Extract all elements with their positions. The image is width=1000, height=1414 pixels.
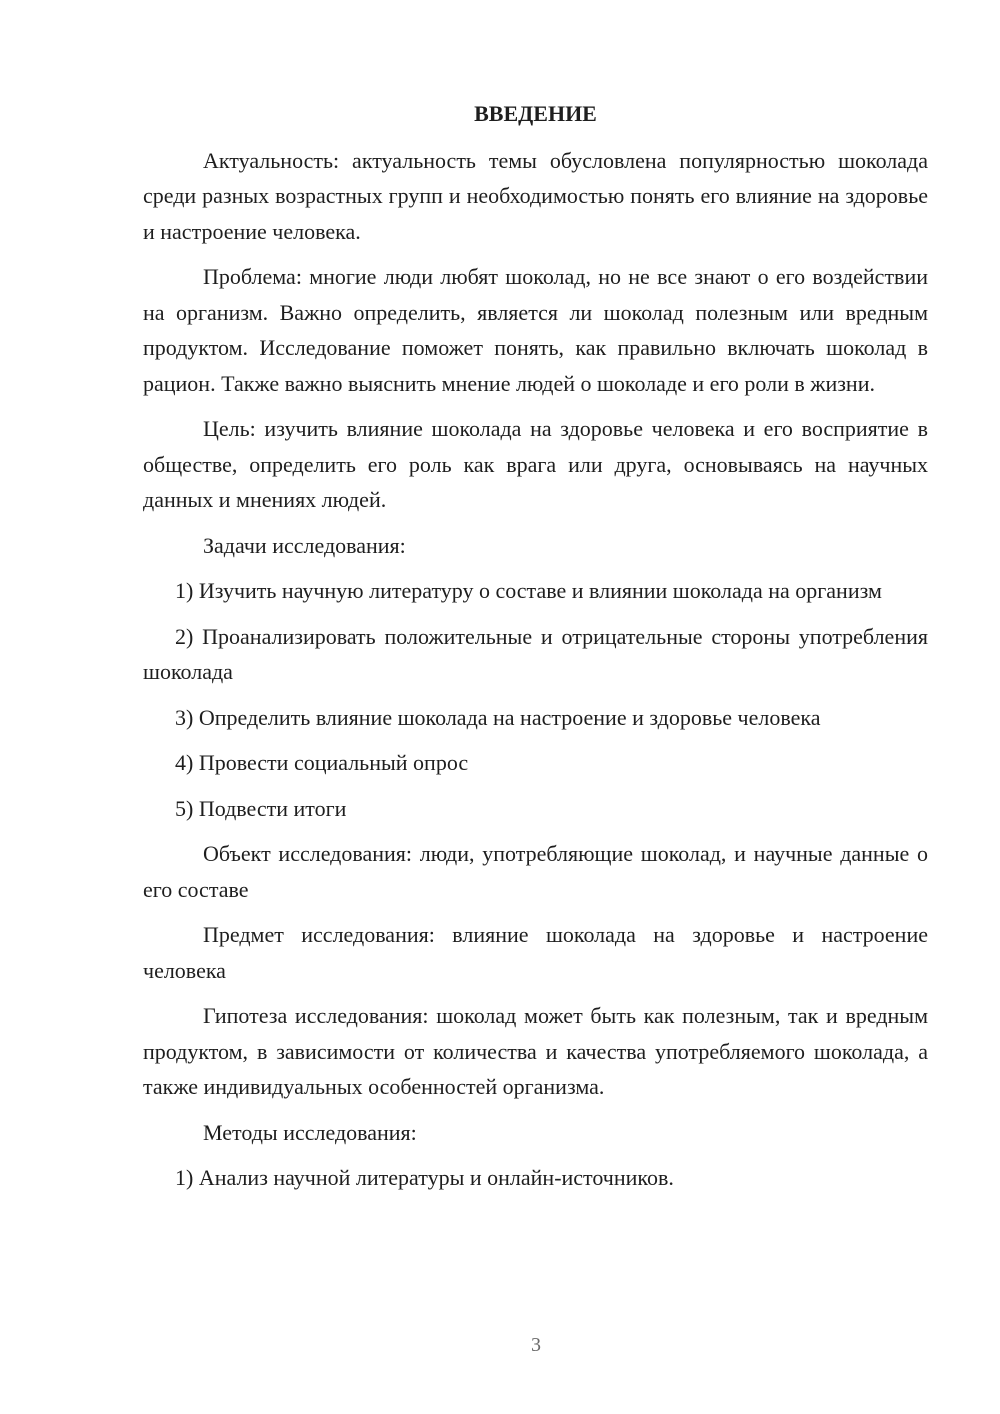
task-item: 5) Подвести итоги [175,795,347,821]
task-item: 2) Проанализировать положительные и отрицательные стороны употребления шоколада [143,623,928,684]
subject-paragraph: Предмет исследования: влияние шоколада на здоровье и настроение человека [143,922,928,983]
methods-heading: Методы исследования: [203,1119,417,1145]
object-paragraph: Объект исследования: люди, употребляющие шоколад, и научные данные о его составе [143,841,928,902]
tasks-heading: Задачи исследования: [203,532,406,558]
task-item: 1) Изучить научную литературу о составе и влиянии шоколада на организм [175,578,882,603]
hypothesis-paragraph: Гипотеза исследования: шоколад может быть как полезным, так и вредным продуктом, в зависимости от количества и качества употребляемого шоколада, а также индивидуальных особенностей организма. [143,1003,928,1099]
method-item: 1) Анализ научной литературы и онлайн-источников. [175,1165,674,1190]
goal-paragraph: Цель: изучить влияние шоколада на здоровье человека и его восприятие в обществе, определить его роль как врага или друга, основываясь на научных данных и мнениях людей. [143,416,928,512]
page-content [143,96,928,1206]
problem-paragraph: Проблема: многие люди любят шоколад, но не все знают о его воздействии на организм. Важно определить, является ли шоколад полезным или вредным продуктом. Исследование поможет понять, как правильно включать шоколад в рацион. Также важно выяснить мнение людей о шоколаде и его роли в жизни. [143,264,928,396]
page-number: 3 [531,1334,541,1356]
section-title: ВВЕДЕНИЕ [474,101,597,126]
task-item: 4) Провести социальный опрос [175,750,469,775]
task-item: 3) Определить влияние шоколада на настроение и здоровье человека [175,704,821,730]
relevance-paragraph: Актуальность: актуальность темы обусловлена популярностью шоколада среди разных возрастных групп и необходимостью понять его влияние на здоровье и настроение человека. [143,147,928,244]
